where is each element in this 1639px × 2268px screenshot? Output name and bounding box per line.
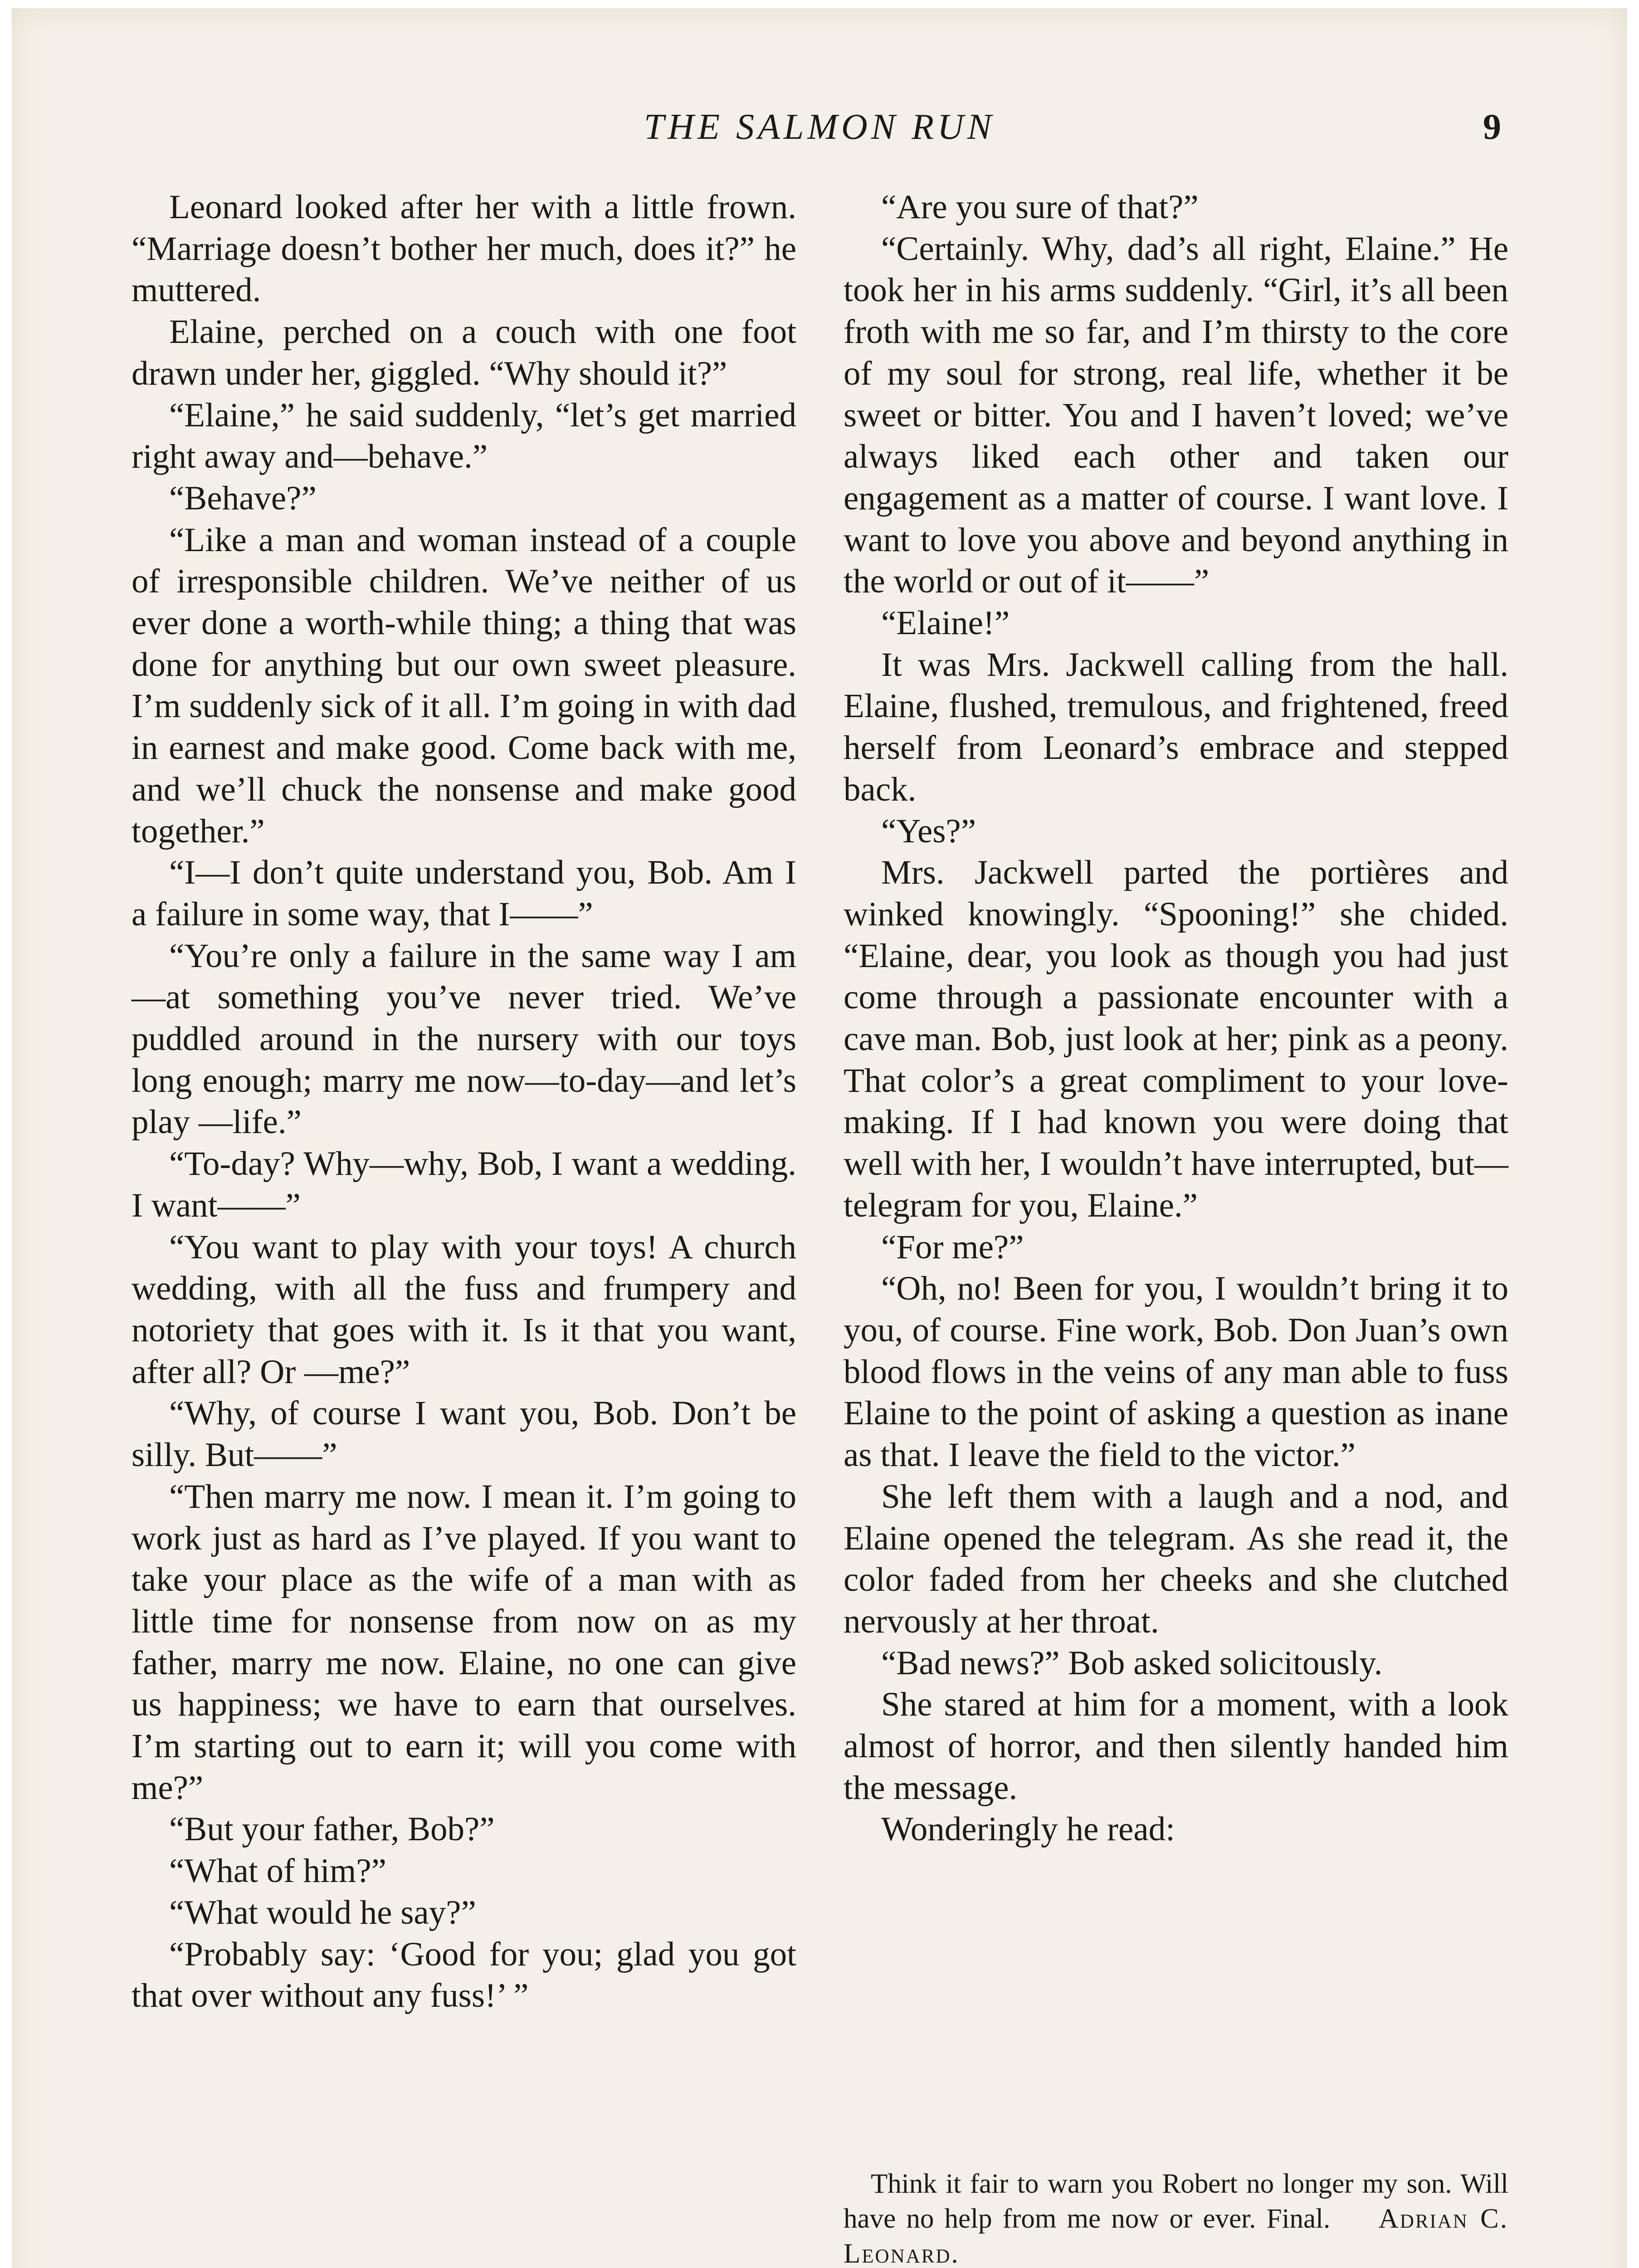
magazine-page bbox=[12, 8, 1627, 2268]
paragraph: “You’re only a failure in the same way I am—at something you’ve never tried. We’ve puddled around in the nursery with our toys long enough; marry me now—to-day—and let’s play —life.” bbox=[132, 937, 796, 1141]
paragraph: “For me?” bbox=[881, 1228, 1024, 1266]
left-text-column bbox=[132, 186, 796, 2017]
page-number: 9 bbox=[1483, 107, 1501, 147]
paragraph: “What would he say?” bbox=[169, 1893, 476, 1931]
paragraph: “Then marry me now. I mean it. I’m going to work just as hard as I’ve played. If you want to take your place as the wife of a man with as little time for nonsense from now on as my father, marry me now. Elaine, no one can give us happiness; we have to earn that ourselves. I’m starting out to earn it; will you come with me?” bbox=[132, 1477, 796, 1807]
paragraph: “Certainly. Why, dad’s all right, Elaine.” He took her in his arms suddenly. “Girl, it’s all been froth with me so far, and I’m thirsty to the core of my soul for strong, real life, whether it be sweet or bitter. You and I haven’t loved; we’ve always liked each other and taken our engagement as a matter of course. I want love. I want to love you above and beyond anything in the world or out of it——” bbox=[844, 230, 1508, 601]
paragraph: She stared at him for a moment, with a look almost of horror, and then silently handed him the message. bbox=[844, 1686, 1508, 1807]
telegram-message bbox=[844, 2166, 1508, 2268]
paragraph: “Why, of course I want you, Bob. Don’t be silly. But——” bbox=[132, 1394, 796, 1474]
paragraph: Mrs. Jackwell parted the portières and winked knowingly. “Spooning!” she chided. “Elaine, dear, you look as though you had just come through a passionate encounter with a cave man. Bob, just look at her; pink as a peony. That color’s a great compliment to your love-making. If I had known you were doing that well with her, I wouldn’t have interrupted, but—telegram for you, Elaine.” bbox=[844, 854, 1508, 1224]
paragraph: Leonard looked after her with a little frown. “Marriage doesn’t bother her much, does it?” he muttered. bbox=[132, 188, 796, 309]
paragraph: “Elaine,” he said suddenly, “let’s get married right away and—behave.” bbox=[132, 396, 796, 476]
paragraph: She left them with a laugh and a nod, and Elaine opened the telegram. As she read it, the color faded from her cheeks and she clutched nervously at her throat. bbox=[844, 1477, 1508, 1640]
telegram-body: Think it fair to warn you Robert no longer my son. Will have no help from me now or ever. Final. bbox=[844, 2169, 1508, 2234]
paragraph: “Oh, no! Been for you, I wouldn’t bring it to you, of course. Fine work, Bob. Don Juan’s own blood flows in the veins of any man able to fuss Elaine to the point of asking a question as inane as that. I leave the field to the victor.” bbox=[844, 1270, 1508, 1474]
telegram-signature: Adrian C. Leonard. bbox=[844, 2204, 1508, 2268]
running-title: THE SALMON RUN bbox=[644, 107, 995, 147]
paragraph: “To-day? Why—why, Bob, I want a wedding. I want——” bbox=[132, 1145, 796, 1224]
paragraph: “Probably say: ‘Good for you; glad you got that over without any fuss!’ ” bbox=[132, 1935, 796, 2015]
paragraph: “But your father, Bob?” bbox=[169, 1810, 495, 1848]
paragraph: “Elaine!” bbox=[881, 604, 1010, 642]
paragraph: “I—I don’t quite understand you, Bob. Am I a failure in some way, that I——” bbox=[132, 854, 796, 933]
right-text-column bbox=[844, 186, 1508, 1850]
paragraph: Wonderingly he read: bbox=[881, 1810, 1175, 1848]
paragraph: It was Mrs. Jackwell calling from the hall. Elaine, flushed, tremulous, and frightened, freed herself from Leonard’s embrace and stepped back. bbox=[844, 645, 1508, 808]
paragraph: “Yes?” bbox=[881, 812, 976, 850]
paragraph: “Are you sure of that?” bbox=[881, 188, 1199, 226]
paragraph: “You want to play with your toys! A church wedding, with all the fuss and frumpery and notoriety that goes with it. Is it that you want, after all? Or —me?” bbox=[132, 1228, 796, 1391]
page-header bbox=[12, 102, 1627, 152]
paragraph: Elaine, perched on a couch with one foot drawn under her, giggled. “Why should it?” bbox=[132, 313, 796, 392]
paragraph: “Behave?” bbox=[169, 479, 317, 517]
telegram-text bbox=[844, 2166, 1508, 2268]
paragraph: “Bad news?” Bob asked solicitously. bbox=[881, 1644, 1383, 1682]
paragraph: “Like a man and woman instead of a couple of irresponsible children. We’ve neither of us ever done a worth-while thing; a thing that was done for anything but our own sweet pleasure. I’m suddenly sick of it all. I’m going in with dad in earnest and make good. Come back with me, and we’ll chuck the nonsense and make good together.” bbox=[132, 521, 796, 850]
paragraph: “What of him?” bbox=[169, 1852, 386, 1890]
